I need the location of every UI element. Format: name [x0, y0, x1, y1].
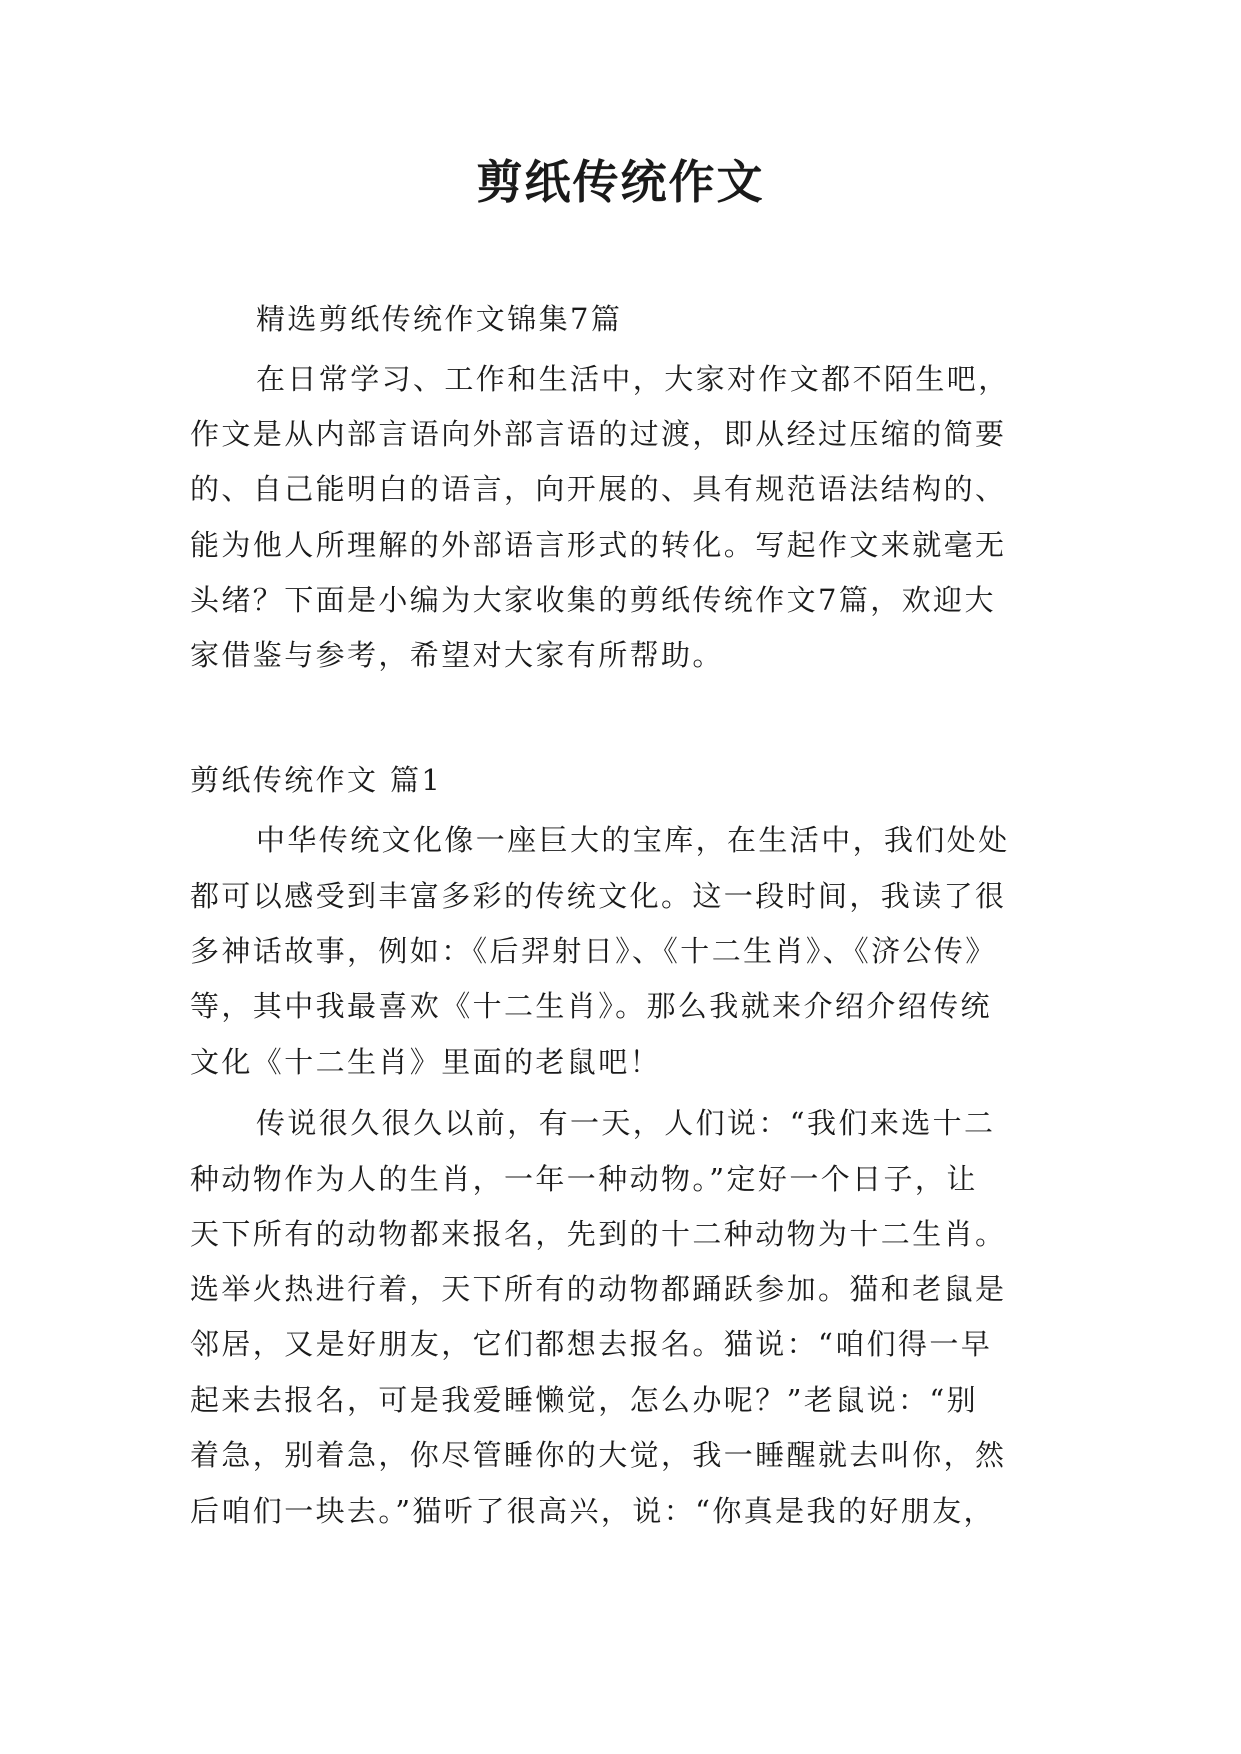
- intro-line: 的、自己能明白的语言，向开展的、具有规范语法结构的、: [190, 472, 1007, 506]
- document-subtitle: 精选剪纸传统作文锦集7篇: [256, 302, 623, 336]
- intro-line: 作文是从内部言语向外部言语的过渡，即从经过压缩的简要: [190, 417, 1007, 451]
- paragraph-line: 多神话故事，例如：《后羿射日》、《十二生肖》、《济公传》: [190, 934, 997, 968]
- paragraph-line: 天下所有的动物都来报名，先到的十二种动物为十二生肖。: [190, 1217, 1007, 1251]
- intro-line: 家借鉴与参考，希望对大家有所帮助。: [190, 638, 724, 672]
- paragraph-line: 中华传统文化像一座巨大的宝库，在生活中，我们处处: [256, 823, 1010, 857]
- paragraph-line: 等，其中我最喜欢《十二生肖》。那么我就来介绍介绍传统: [190, 989, 992, 1023]
- intro-line: 能为他人所理解的外部语言形式的转化。写起作文来就毫无: [190, 528, 1007, 562]
- paragraph-line: 种动物作为人的生肖，一年一种动物。”定好一个日子，让: [190, 1162, 978, 1196]
- paragraph-line: 着急，别着急，你尽管睡你的大觉，我一睡醒就去叫你，然: [190, 1438, 1007, 1472]
- paragraph-line: 起来去报名，可是我爱睡懒觉，怎么办呢？”老鼠说：“别: [190, 1383, 979, 1417]
- document-title: 剪纸传统作文: [476, 155, 765, 209]
- section-heading: 剪纸传统作文 篇1: [190, 763, 443, 797]
- intro-line: 头绪？下面是小编为大家收集的剪纸传统作文7篇，欢迎大: [190, 583, 996, 617]
- paragraph-line: 都可以感受到丰富多彩的传统文化。这一段时间，我读了很: [190, 879, 1007, 913]
- paragraph-line: 文化《十二生肖》里面的老鼠吧！: [190, 1045, 662, 1079]
- paragraph-line: 邻居，又是好朋友，它们都想去报名。猫说：“咱们得一早: [190, 1327, 993, 1361]
- paragraph-line: 后咱们一块去。”猫听了很高兴，说：“你真是我的好朋友，: [190, 1494, 995, 1528]
- paragraph-line: 传说很久很久以前，有一天，人们说：“我们来选十二: [256, 1106, 996, 1140]
- intro-line: 在日常学习、工作和生活中，大家对作文都不陌生吧，: [256, 362, 1010, 396]
- paragraph-line: 选举火热进行着，天下所有的动物都踊跃参加。猫和老鼠是: [190, 1272, 1007, 1306]
